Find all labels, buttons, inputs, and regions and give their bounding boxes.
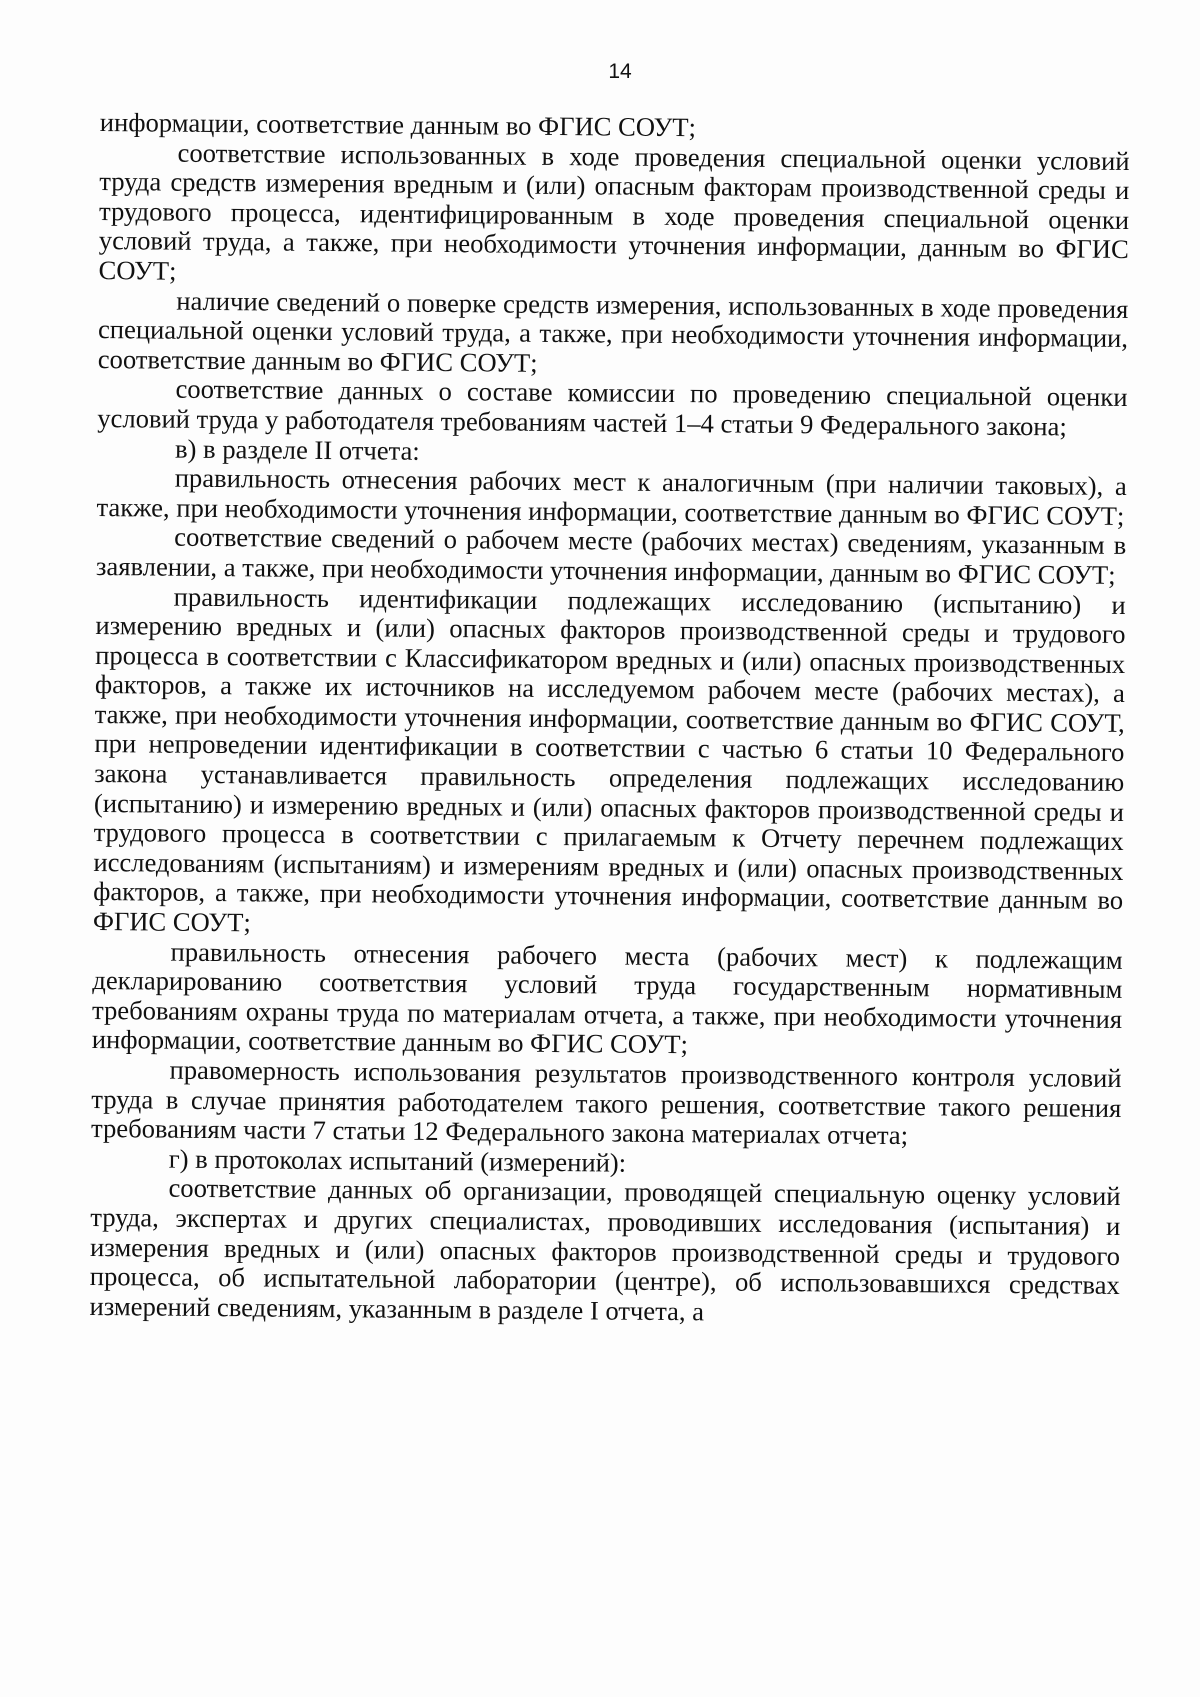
paragraph: соответствие использованных в ходе проведения специальной оценки условий труда средств измерения вредным и (или) опасным факторам производственной среды и трудового процесса, идентифицированным в ходе проведения специальной оценки условий труда, а также, при необходимости уточнения информации, данным во ФГИС СОУТ;: [98, 137, 1130, 286]
page-number: 14: [608, 60, 632, 83]
paragraph: правильность идентификации подлежащих исследованию (испытанию) и измерению вредных и (или) опасных факторов производственной среды и трудового процесса в соответствии с Классификатором вредных и (или) опасных производственных факторов, а также их источников на исследуемом рабочем месте (рабочих местах), а также, при необходимости уточнения информации, соответствие данным во ФГИС СОУТ, при непроведении идентификации в соответствии с частью 6 статьи 10 Федерального закона устанавливается правильность определения подлежащих исследованию (испытанию) и измерению вредных и (или) опасных факторов производственной среды и трудового процесса в соответствии с прилагаемым к Отчету перечнем подлежащих исследованиям (испытаниям) и измерениям вредных и (или) опасных производственных факторов, а также, при необходимости уточнения информации, соответствие данным во ФГИС СОУТ;: [92, 581, 1126, 938]
paragraph: соответствие данных об организации, проводящей специальную оценку условий труда, экспертах и других специалистах, проводивших исследования (испытания) и измерения вредных и (или) опасных факторов производственной среды и трудового процесса, об испытательной лаборатории (центре), об использовавшихся средствах измерений сведениям, указанным в разделе I отчета, а: [89, 1173, 1121, 1327]
document-body: [89, 108, 1130, 1330]
paragraph: правильность отнесения рабочего места (рабочих мест) к подлежащим декларированию соответствия условий труда государственным нормативным требованиям охраны труда по материалам отчета, а также, при необходимости уточнения информации, соответствие данным во ФГИС СОУТ;: [91, 936, 1123, 1060]
paragraph: соответствие сведений о рабочем месте (рабочих местах) сведениям, указанным в заявлении, а также, при необходимости уточнения информации, данным во ФГИС СОУТ;: [95, 521, 1127, 590]
paragraph: информации, соответствие данным во ФГИС СОУТ;: [99, 107, 697, 143]
paragraph: правильность отнесения рабочих мест к аналогичным (при наличии таковых), а также, при необходимости уточнения информации, соответствие данным во ФГИС СОУТ;: [96, 462, 1127, 531]
paragraph: правомерность использования результатов производственного контроля условий труда в случае принятия работодателем такого решения, соответствие такого решения требованиям части 7 статьи 12 Федерального закона материалах отчета;: [90, 1054, 1122, 1151]
section-heading: г) в протоколах испытаний (измерений):: [168, 1143, 627, 1178]
section-heading: в) в разделе II отчета:: [174, 433, 420, 466]
paragraph: соответствие данных о составе комиссии по проведению специальной оценки условий труда у работодателя требованиям частей 1–4 статьи 9 Федерального закона;: [97, 374, 1128, 442]
paragraph: наличие сведений о поверке средств измерения, использованных в ходе проведения специальной оценки условий труда, а также, при необходимости уточнения информации, соответствие данным во ФГИС СОУТ;: [97, 285, 1129, 378]
